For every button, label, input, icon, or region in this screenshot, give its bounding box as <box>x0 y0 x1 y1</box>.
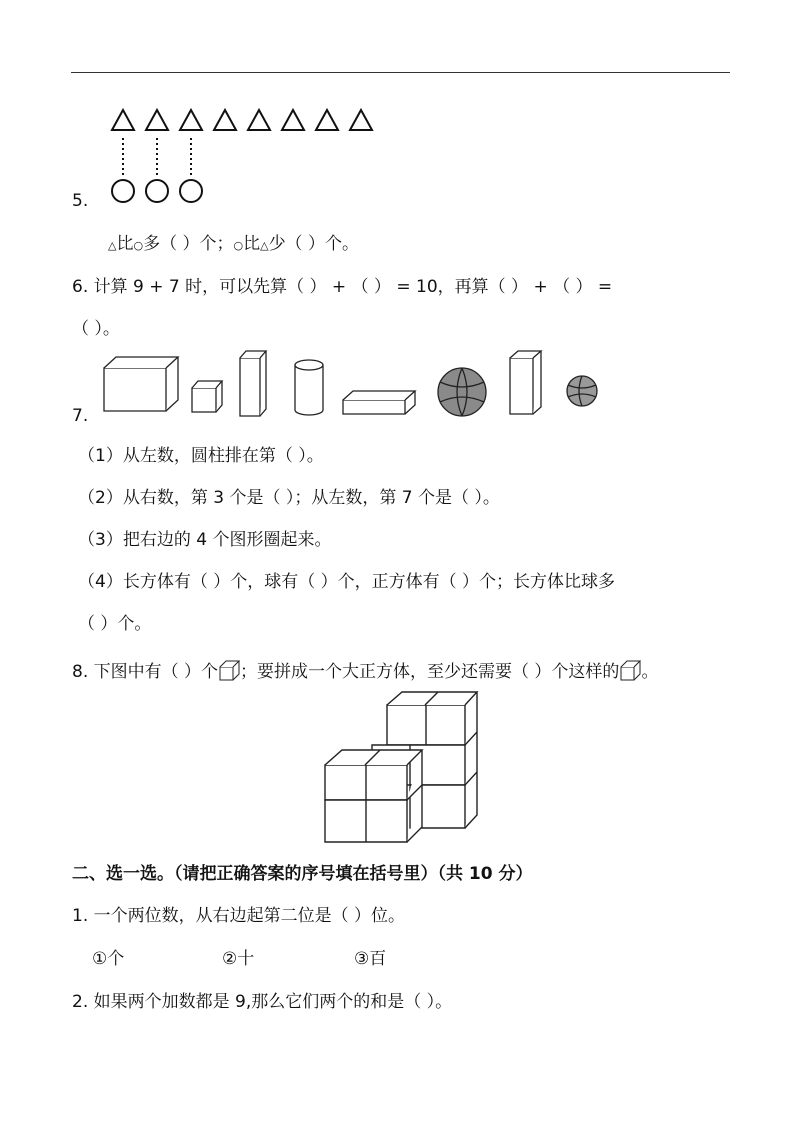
triangle-symbol: △ <box>108 239 117 252</box>
q8-line <box>72 659 658 683</box>
triangle-mark <box>350 110 372 130</box>
circle-mark <box>180 180 202 202</box>
shape-cylinder <box>295 360 323 415</box>
q7-sub-1: （1）从左数，圆柱排在第（ ）。 <box>78 446 324 466</box>
q7-shapes-figure <box>100 348 610 423</box>
circle-mark <box>146 180 168 202</box>
q5-triangles-circles-figure <box>100 100 390 210</box>
section2-q2: 2. 如果两个加数都是 9,那么它们两个的和是（ ）。 <box>72 992 453 1012</box>
circle-symbol: ○ <box>133 239 144 252</box>
q7-sub-4: （4）长方体有（ ）个，球有（ ）个，正方体有（ ）个；长方体比球多 <box>78 572 616 592</box>
q8-cube-stack-figure <box>320 690 480 850</box>
q8-text-mid: ；要拼成一个大正方体，至少还需要（ ）个这样的 <box>240 662 620 682</box>
q5-text-3: 比 <box>243 234 261 254</box>
shape-tall-cuboid-1 <box>240 351 266 416</box>
triangle-mark <box>282 110 304 130</box>
triangle-mark <box>146 110 168 130</box>
q8-text-end: 。 <box>641 662 659 682</box>
shape-cuboid-large <box>104 357 178 411</box>
triangle-mark <box>214 110 236 130</box>
shape-flat-cuboid <box>343 391 415 414</box>
q6-line-2: （ ）。 <box>72 319 120 339</box>
q5-number: 5. <box>72 191 89 211</box>
cube-icon-2 <box>619 659 641 681</box>
triangle-mark <box>248 110 270 130</box>
q5-text-1: 比 <box>116 234 134 254</box>
q6-line-1: 6. 计算 9 + 7 时，可以先算（ ） + （ ） = 10，再算（ ） + （ ） = <box>72 277 613 297</box>
section2-q1-option-2: ②十 <box>222 949 255 969</box>
q7-sub-3: （3）把右边的 4 个图形圈起来。 <box>78 530 332 550</box>
q5-text-4: 少（ ）个。 <box>268 234 359 254</box>
q8-text-pre: 8. 下图中有（ ）个 <box>72 662 219 682</box>
q7-sub-2: （2）从右数，第 3 个是（ ）；从左数，第 7 个是（ ）。 <box>78 488 500 508</box>
triangle-symbol-2: △ <box>260 239 269 252</box>
triangle-mark <box>180 110 202 130</box>
q7-number: 7. <box>72 406 89 426</box>
section2-q1-option-1: ①个 <box>92 949 125 969</box>
top-rule <box>71 72 730 73</box>
shape-tall-cuboid-2 <box>510 351 541 414</box>
q5-question <box>108 233 359 257</box>
circle-symbol-2: ○ <box>233 239 244 252</box>
cube-icon <box>218 659 240 681</box>
section2-q1: 1. 一个两位数，从右边起第二位是（ ）位。 <box>72 906 406 926</box>
shape-cube <box>192 381 222 412</box>
circle-mark <box>112 180 134 202</box>
q7-sub-4b: （ ）个。 <box>78 614 152 634</box>
shape-ball <box>438 368 486 416</box>
section2-title: 二、选一选。（请把正确答案的序号填在括号里）（共 10 分） <box>72 864 533 884</box>
q5-text-2: 多（ ）个； <box>143 234 234 254</box>
triangle-mark <box>112 110 134 130</box>
triangle-mark <box>316 110 338 130</box>
shape-small-ball <box>567 376 597 406</box>
section2-q1-option-3: ③百 <box>354 949 387 969</box>
